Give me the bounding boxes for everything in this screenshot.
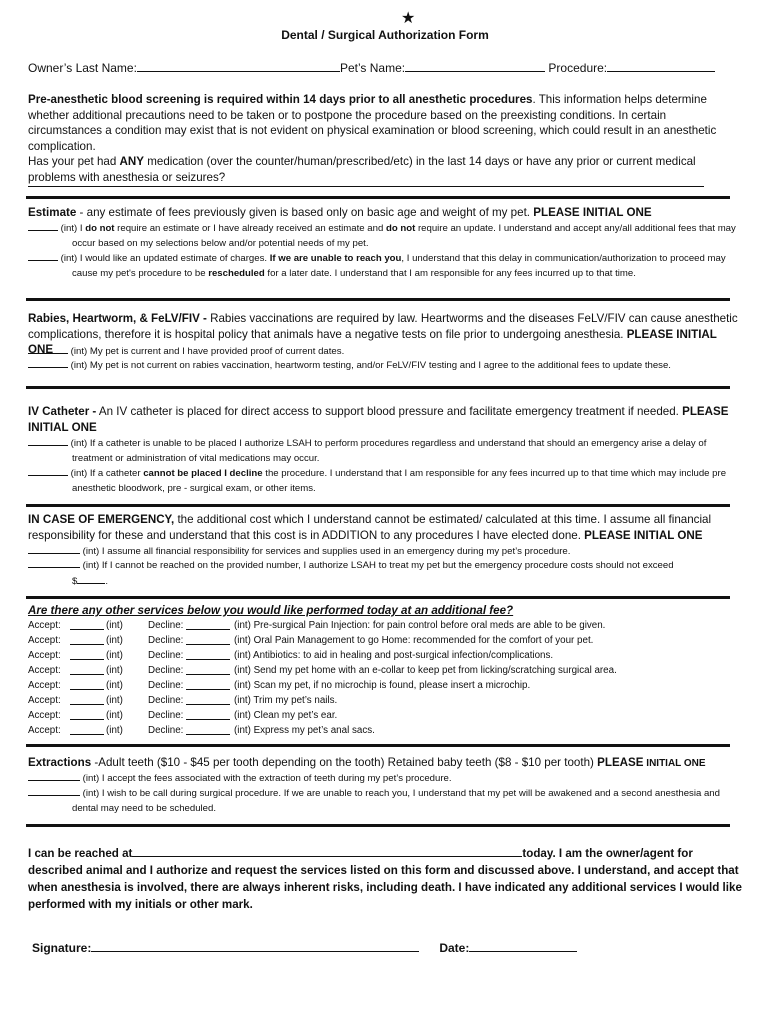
medication-question-bold: ANY	[119, 155, 145, 169]
estimate-opt1-text-b: require an estimate or I have already received an estimate and	[114, 223, 386, 234]
decline-label: Decline:	[148, 620, 184, 631]
extractions-title: Extractions	[28, 756, 92, 769]
estimate-section	[28, 205, 742, 221]
estimate-opt2-text-c: for a later date. I understand that I am responsible for any fees incurred up to that time.	[264, 267, 636, 279]
date-field[interactable]	[469, 940, 577, 952]
decline-label: Decline:	[148, 695, 184, 706]
accept-label: Accept:	[28, 635, 61, 646]
emergency-dollar-sign: $	[72, 575, 78, 587]
iv-option-1	[28, 436, 742, 466]
extractions-opt1-text: (int) I accept the fees associated with the extraction of teeth during my pet’s procedure.	[82, 773, 452, 784]
owner-last-name-field[interactable]	[137, 60, 340, 72]
estimate-opt1-text-c: require an update. I understand and accept any/all additional fees that may occur based on my selections below and/or potential needs of my pet.	[72, 223, 736, 249]
accept-int-label: (int)	[106, 665, 123, 676]
rabies-title: Rabies, Heartworm, & FeLV/FIV -	[28, 312, 207, 325]
iv-initial-one: PLEASE INITIAL ONE	[28, 405, 729, 434]
consent-reach-label: I can be reached at	[28, 847, 133, 860]
rabies-initial-one: PLEASE INITIAL ONE	[28, 327, 717, 357]
emergency-text: the additional cost which I understand cannot be estimated/ calculated at this time. I assume all financial responsibility for these and understand that this cost is in ADDITION to any procedures I have elected done.	[28, 513, 712, 542]
section-divider	[26, 504, 730, 507]
rabies-initial-field-2[interactable]	[28, 358, 68, 368]
service-row	[28, 710, 742, 725]
estimate-title: Estimate	[28, 206, 77, 219]
signature-label: Signature:	[32, 941, 92, 955]
section-divider	[26, 596, 730, 599]
accept-field[interactable]	[70, 665, 104, 675]
service-row	[28, 665, 742, 680]
iv-section	[28, 404, 742, 435]
rabies-text: Rabies vaccinations are required by law. Heartworms and the diseases FeLV/FIV can cause anesthetic complications, therefore it is hospital policy that animals have a negative tests on file prior to undergoing anesthesia.	[28, 312, 738, 341]
service-description: (int) Clean my pet’s ear.	[234, 710, 338, 721]
service-description: (int) Pre-surgical Pain Injection: for pain control before oral meds are able to be given.	[234, 620, 606, 631]
accept-field[interactable]	[70, 650, 104, 660]
emergency-initial-one: PLEASE INITIAL ONE	[584, 528, 703, 542]
procedure-label: Procedure:	[548, 61, 608, 75]
emergency-opt2-text: (int) If I cannot be reached on the provided number, I authorize LSAH to treat my pet but the emergency procedure costs should not exceed	[82, 560, 674, 571]
estimate-opt1-text-a: (int) I	[60, 223, 86, 234]
consent-paragraph	[28, 845, 742, 913]
decline-field[interactable]	[186, 650, 230, 660]
medication-question-a: Has your pet had	[28, 155, 120, 169]
decline-field[interactable]	[186, 695, 230, 705]
service-row	[28, 620, 742, 635]
decline-field[interactable]	[186, 680, 230, 690]
iv-opt2-text-a: (int) If a catheter	[70, 468, 144, 479]
accept-int-label: (int)	[106, 695, 123, 706]
iv-title: IV Catheter -	[28, 405, 97, 418]
estimate-opt2-bold-a: If we are unable to reach you	[269, 253, 402, 264]
service-description: (int) Trim my pet’s nails.	[234, 695, 338, 706]
signature-line	[32, 940, 577, 955]
phone-number-field[interactable]	[132, 845, 522, 857]
services-heading: Are there any other services below you would like performed today at an additional fee?	[28, 604, 514, 617]
iv-opt1-text: (int) If a catheter is unable to be placed I authorize LSAH to perform procedures regardless and understand that should an emergency arise a delay of treatment or administration of vital medications may occur.	[70, 438, 707, 464]
decline-label: Decline:	[148, 680, 184, 691]
decline-field[interactable]	[186, 635, 230, 645]
extractions-initial-a: PLEASE	[597, 756, 644, 769]
iv-opt2-text-b: the procedure. I understand that I am responsible for any fees incurred up to that time which may include pre anesthetic bloodwork, pre - surgical exam, or other items.	[72, 468, 727, 494]
accept-field[interactable]	[70, 680, 104, 690]
pet-name-label: Pet’s Name:	[339, 61, 406, 75]
procedure-field[interactable]	[607, 60, 715, 72]
rabies-initial-field-1[interactable]	[28, 344, 68, 354]
accept-label: Accept:	[28, 620, 61, 631]
consent-text: today. I am the owner/agent for described animal and I authorize and request the services listed on this form and discussed above. I understand, and accept that when anesthesia is involved, there are always inherent risks, including death. I have indicated any additional services I would like performed with my initials or other mark.	[28, 847, 742, 911]
service-description: (int) Scan my pet, if no microchip is found, please insert a microchip.	[234, 680, 531, 691]
decline-field[interactable]	[186, 710, 230, 720]
service-row	[28, 680, 742, 695]
decline-label: Decline:	[148, 665, 184, 676]
accept-int-label: (int)	[106, 710, 123, 721]
iv-option-2	[28, 466, 742, 496]
service-description: (int) Express my pet’s anal sacs.	[234, 725, 375, 736]
iv-initial-field-2[interactable]	[28, 466, 68, 476]
rabies-opt2-text: (int) My pet is not current on rabies vaccination, heartworm testing, and/or FeLV/FIV testing and I agree to the additional fees to update these.	[70, 360, 671, 371]
extractions-option-2	[28, 786, 742, 816]
accept-field[interactable]	[70, 695, 104, 705]
iv-opt2-bold: cannot be placed I decline	[143, 468, 263, 479]
accept-int-label: (int)	[106, 635, 123, 646]
service-description: (int) Send my pet home with an e-collar to keep pet from licking/scratching surgical area.	[234, 665, 617, 676]
accept-label: Accept:	[28, 710, 61, 721]
decline-field[interactable]	[186, 725, 230, 735]
extractions-initial-b: INITIAL ONE	[643, 758, 706, 769]
emergency-opt1-text: (int) I assume all financial responsibility for services and supplies used in an emergency during my pet’s procedure.	[82, 546, 571, 557]
accept-int-label: (int)	[106, 680, 123, 691]
estimate-opt2-text-b: , I understand that this delay in communication/authorization to proceed may cause my pet's procedure to be	[72, 253, 726, 279]
medication-answer-line[interactable]	[28, 186, 704, 187]
pet-name-field[interactable]	[405, 60, 545, 72]
service-row	[28, 695, 742, 710]
estimate-opt2-bold-b: rescheduled	[208, 267, 265, 279]
form-title: Dental / Surgical Authorization Form	[281, 28, 489, 42]
section-divider	[26, 386, 730, 389]
owner-info-line	[28, 60, 715, 75]
decline-field[interactable]	[186, 665, 230, 675]
estimate-option-2	[28, 251, 742, 281]
accept-int-label: (int)	[106, 620, 123, 631]
decline-label: Decline:	[148, 650, 184, 661]
section-divider	[26, 744, 730, 747]
service-row	[28, 650, 742, 665]
emergency-section	[28, 512, 742, 543]
service-row	[28, 725, 742, 740]
accept-label: Accept:	[28, 650, 61, 661]
accept-label: Accept:	[28, 680, 61, 691]
estimate-opt1-bold-a: do not	[85, 223, 115, 234]
extractions-opt2-text: (int) I wish to be call during surgical procedure. If we are unable to reach you, I understand that my pet will be awakened and a second anesthesia and dental may need to be scheduled.	[72, 788, 720, 814]
preanesthetic-text: . This information helps determine whether additional precautions need to be taken or to postpone the procedure based on the preexisting conditions. In certain circumstances a condition may exist that is not evident on physical examination or blood screening, which could result in an anesthetic complication.	[28, 93, 717, 153]
decline-label: Decline:	[148, 710, 184, 721]
emergency-max-cost-field[interactable]	[77, 574, 105, 584]
rabies-option-2	[28, 358, 742, 374]
service-description: (int) Oral Pain Management to go Home: recommended for the comfort of your pet.	[234, 635, 594, 646]
accept-label: Accept:	[28, 665, 61, 676]
emergency-initial-field-2[interactable]	[28, 558, 80, 568]
date-label: Date:	[439, 941, 470, 955]
signature-field[interactable]	[91, 940, 419, 952]
accept-int-label: (int)	[106, 725, 123, 736]
accept-field[interactable]	[70, 620, 104, 630]
accept-field[interactable]	[70, 710, 104, 720]
preanesthetic-paragraph	[28, 92, 742, 186]
extractions-initial-field-1[interactable]	[28, 771, 80, 781]
rabies-opt1-text: (int) My pet is current and I have provided proof of current dates.	[70, 346, 345, 357]
emergency-option-2: (int) If I cannot be reached on the provided number, I authorize LSAH to treat my pet but the emergency procedure costs should not exceed $ .	[28, 558, 742, 589]
service-description: (int) Antibiotics: to aid in healing and post-surgical infection/complications.	[234, 650, 554, 661]
preanesthetic-bold: Pre-anesthetic blood screening is required within 14 days prior to all anesthetic procedures	[28, 93, 533, 106]
accept-field[interactable]	[70, 635, 104, 645]
accept-field[interactable]	[70, 725, 104, 735]
extractions-initial-field-2[interactable]	[28, 786, 80, 796]
owner-last-name-label: Owner’s Last Name:	[28, 61, 137, 75]
emergency-title: IN CASE OF EMERGENCY,	[28, 513, 175, 526]
estimate-text: - any estimate of fees previously given is based only on basic age and weight of my pet.	[76, 206, 534, 219]
iv-initial-field-1[interactable]	[28, 436, 68, 446]
decline-label: Decline:	[148, 635, 184, 646]
emergency-initial-field-1[interactable]	[28, 544, 80, 554]
estimate-initial-one: PLEASE INITIAL ONE	[533, 206, 652, 219]
accept-label: Accept:	[28, 695, 61, 706]
accept-label: Accept:	[28, 725, 61, 736]
extractions-section	[28, 755, 742, 772]
extractions-text: -Adult teeth ($10 - $45 per tooth depending on the tooth) Retained baby teeth ($8 - $10 per tooth)	[91, 756, 598, 769]
estimate-opt2-text-a: (int) I would like an updated estimate of charges.	[60, 253, 270, 264]
estimate-initial-field-2[interactable]	[28, 251, 58, 261]
estimate-option-1	[28, 221, 742, 251]
estimate-initial-field-1[interactable]	[28, 221, 58, 231]
extractions-option-1	[28, 771, 742, 787]
estimate-opt1-bold-b: do not	[385, 223, 416, 234]
decline-label: Decline:	[148, 725, 184, 736]
section-divider	[26, 824, 730, 827]
decline-field[interactable]	[186, 620, 230, 630]
accept-int-label: (int)	[106, 650, 123, 661]
section-divider	[26, 196, 730, 199]
medication-question-b: medication (over the counter/human/prescribed/etc) in the last 14 days or have any prior or current medical problems with anesthesia or seizures?	[28, 155, 696, 184]
service-row	[28, 635, 742, 650]
section-divider	[26, 298, 730, 301]
star-icon: ★	[401, 10, 416, 27]
iv-text: An IV catheter is placed for direct access to support blood pressure and facilitate emergency treatment if needed.	[96, 405, 683, 418]
